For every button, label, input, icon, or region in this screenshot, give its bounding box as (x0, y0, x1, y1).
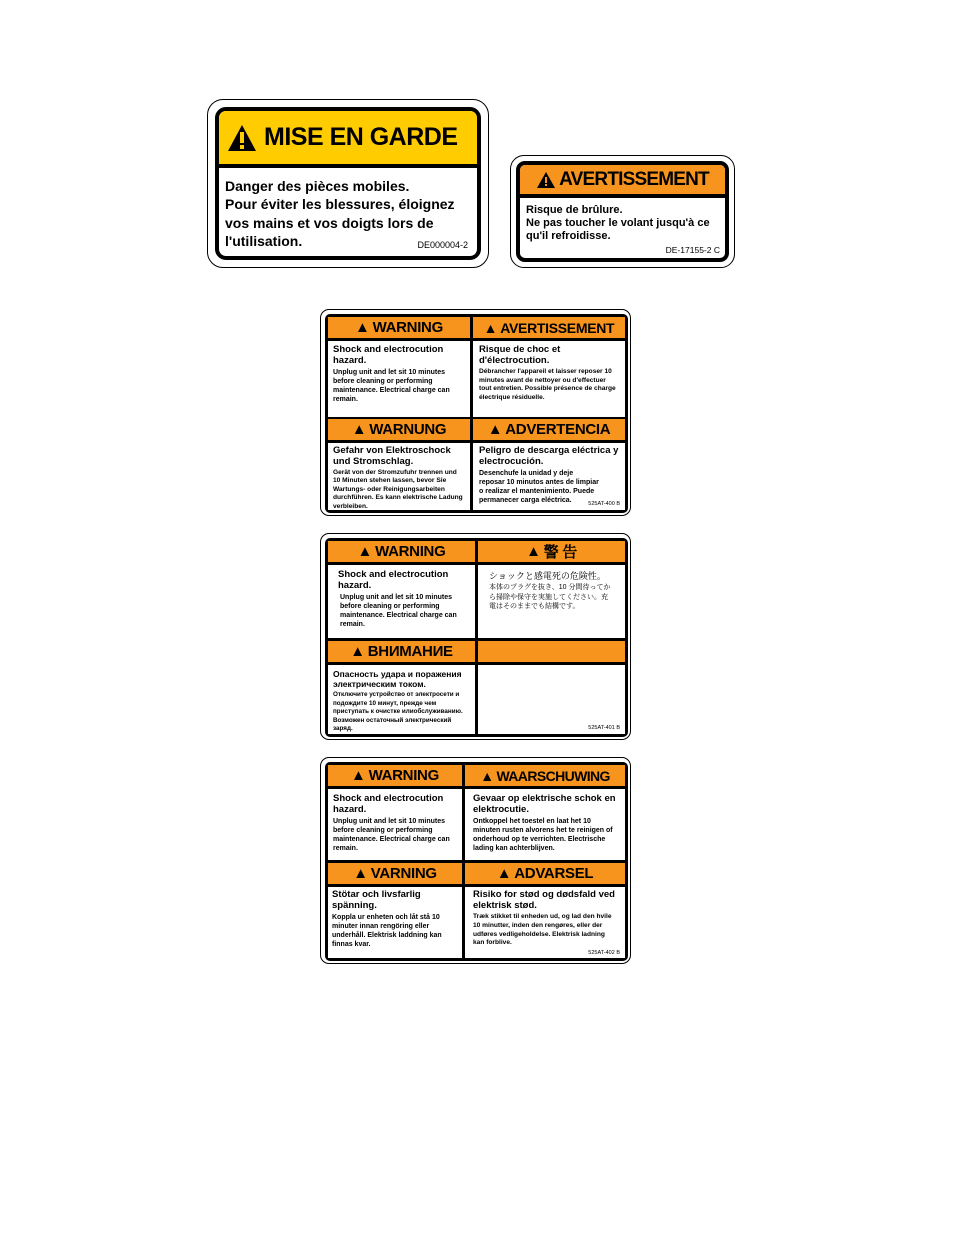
grid1-header-advertencia: ▲ ADVERTENCIA (473, 419, 625, 440)
grid2-cell-ru-body: Отключите устройство от электросети и подождите 10 минут, прежде чем приступать к очистке илиобслуживанию. Возможен остаточный электрический заряд. (333, 691, 463, 733)
warning-icon: ▲ (351, 767, 366, 784)
grid3-cell-en-body: Unplug unit and let sit 10 minutes before cleaning or performing maintenance. Electrical charge can remain. (333, 818, 450, 852)
avertissement-burn-body (526, 203, 726, 243)
grid1-code: 525AT-400 B (588, 501, 620, 507)
label-mise-en-garde (207, 99, 489, 268)
grid2-cell-ja-body: 本体のプラグを抜き、10 分間待ってから掃除や保守を実施してください。充電はそのままでも結構です。 (489, 584, 611, 610)
grid1-header-warnung: ▲ WARNUNG (328, 419, 470, 440)
grid1-cell-fr (473, 341, 625, 417)
avertissement-burn-title: AVERTISSEMENT (559, 168, 709, 190)
warning-icon (227, 124, 257, 152)
grid3-cell-nl (465, 789, 625, 860)
grid2-code: 525AT-401 B (588, 725, 620, 731)
avertissement-burn-code: DE-17155-2 C (665, 245, 720, 255)
label-avertissement-burn-frame (516, 161, 729, 262)
mise-en-garde-line2: Pour éviter les blessures, éloignez vos mains et vos doigts lors de l'utilisation. (225, 196, 455, 249)
grid3-cell-sv-body: Koppla ur enheten och låt stå 10 minuter innan rengöring eller underhåll. Elektrisk laddning kan finnas kvar. (332, 914, 442, 948)
mise-en-garde-header (219, 111, 477, 168)
warning-icon: ▲ (350, 643, 365, 660)
label-mise-en-garde-frame (215, 107, 481, 260)
warning-icon: ▲ (526, 543, 541, 560)
grid3-cell-nl-title: Gevaar op elektrische schok en elektrocutie. (473, 793, 616, 815)
grid2-cell-en (328, 565, 475, 638)
warning-icon: ▲ (357, 543, 373, 560)
grid2-cell-ru (328, 665, 475, 734)
label-grid1 (320, 309, 631, 516)
avertissement-burn-line1: Risque de brûlure. (526, 204, 623, 216)
grid1-cell-fr-title: Risque de choc et d'électrocution. (479, 344, 561, 366)
grid1-frame (325, 314, 628, 513)
grid1-cell-fr-body: Débrancher l'appareil et laisser reposer 10 minutes avant de nettoyer ou d'effectuer tout entretien. Possible présence de charge électrique résiduelle. (479, 368, 616, 401)
grid1-header-warning: ▲ WARNING (328, 317, 470, 338)
grid3-header-varning: ▲ VARNING (328, 863, 462, 884)
warning-icon: ▲ (353, 865, 368, 882)
grid1-cell-en-body: Unplug unit and let sit 10 minutes before cleaning or performing maintenance. Electrical charge can remain. (333, 369, 450, 403)
mise-en-garde-line1: Danger des pièces mobiles. (225, 178, 410, 194)
grid2-frame (325, 538, 628, 737)
grid1-cell-de-body: Gerät von der Stromzufuhr trennen und 10 Minuten stehen lassen, bevor Sie Wartungs- oder Reinigungsarbeiten durchführen. Es kann elektrische Ladung verbleiben. (333, 469, 463, 510)
grid3-cell-da (465, 887, 625, 958)
grid3-cell-en-title: Shock and electrocution hazard. (333, 793, 444, 815)
grid1-cell-es-body: Desenchufe la unidad y deje reposar 10 minutos antes de limpiar o realizar el mantenimiento. Puede permanecer carga eléctrica. (479, 470, 599, 504)
grid2-header-empty (478, 641, 625, 662)
warning-icon: ▲ (483, 319, 498, 336)
grid2-cell-ru-title: Опасность удара и поражения электрическим током. (333, 669, 462, 689)
grid3-cell-da-body: Træk stikket til enheden ud, og lad den hvile 10 minutter, inden den rengøres, eller der udføres vedligeholdelse. Elektrisk ladning kan forblive. (473, 913, 612, 947)
grid2-header-russian: ▲ ВНИМАНИЕ (328, 641, 475, 662)
grid2-cell-en-title: Shock and electrocution hazard. (338, 569, 449, 591)
mise-en-garde-title: MISE EN GARDE (264, 123, 458, 151)
grid2-cell-ja-title: ショックと感電死の危険性。 (489, 571, 606, 581)
grid3-frame (325, 762, 628, 961)
grid1-cell-es (473, 443, 625, 510)
grid3-code: 525AT-402 B (588, 950, 620, 956)
warning-icon: ▲ (480, 767, 494, 784)
label-grid2 (320, 533, 631, 740)
warning-icon: ▲ (487, 421, 503, 438)
grid1-cell-de (328, 443, 470, 510)
label-avertissement-burn (510, 155, 735, 268)
grid3-cell-en (328, 789, 462, 860)
grid2-header-warning: ▲ WARNING (328, 541, 475, 562)
warning-icon: ▲ (351, 421, 367, 438)
grid2-cell-ja (478, 565, 625, 638)
grid3-cell-da-title: Risiko for stød og dødsfald ved elektrisk stød. (473, 889, 615, 911)
grid1-cell-de-title: Gefahr von Elektroschock und Stromschlag. (333, 445, 451, 467)
avertissement-burn-line2: Ne pas toucher le volant jusqu'à ce qu'il refroidisse. (526, 217, 710, 242)
grid1-cell-en (328, 341, 470, 417)
grid3-cell-sv (328, 887, 462, 958)
grid3-header-waarschuwing: ▲ WAARSCHUWING (465, 765, 625, 786)
grid1-cell-en-title: Shock and electrocution hazard. (333, 344, 444, 366)
grid2-cell-en-body: Unplug unit and let sit 10 minutes before cleaning or performing maintenance. Electrical charge can remain. (340, 594, 457, 628)
grid1-cell-es-title: Peligro de descarga eléctrica y electrocución. (479, 445, 619, 467)
grid2-cell-empty (478, 665, 625, 734)
grid3-header-advarsel: ▲ ADVARSEL (465, 863, 625, 884)
warning-icon (536, 171, 556, 189)
mise-en-garde-code: DE000004-2 (417, 240, 468, 250)
avertissement-burn-header (520, 165, 725, 198)
warning-icon: ▲ (496, 865, 512, 882)
label-grid3 (320, 757, 631, 964)
grid1-header-avertissement: ▲ AVERTISSEMENT (473, 317, 625, 338)
grid3-cell-nl-body: Ontkoppel het toestel en laat het 10 minuten rusten alvorens het te reinigen of onderhoud op te verrichten. Electrische lading kan achterblijven. (473, 818, 613, 852)
grid3-header-warning: ▲ WARNING (328, 765, 462, 786)
grid2-header-japanese: ▲ 警 告 (478, 541, 625, 562)
warning-icon: ▲ (355, 319, 370, 336)
grid3-cell-sv-title: Stötar och livsfarlig spänning. (332, 889, 421, 911)
